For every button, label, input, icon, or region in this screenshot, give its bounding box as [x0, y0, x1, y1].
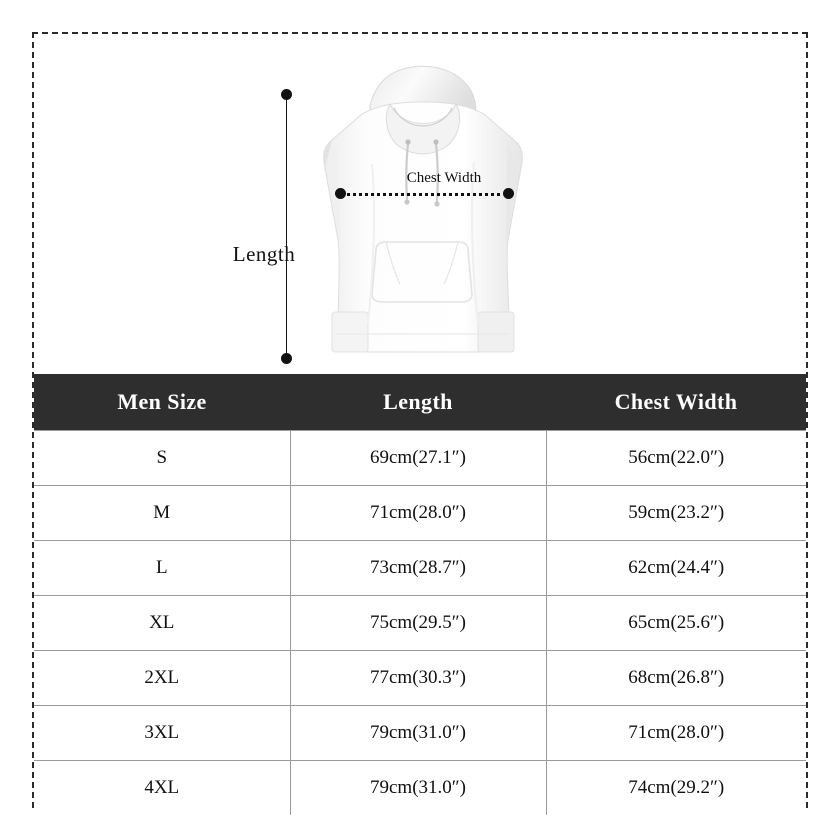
length-endpoint-top-dot — [281, 89, 292, 100]
cell-length: 71cm(28.0″) — [290, 486, 546, 541]
column-header-length: Length — [290, 374, 546, 431]
cell-chest: 62cm(24.4″) — [546, 541, 806, 596]
cell-size: L — [34, 541, 290, 596]
cell-length: 69cm(27.1″) — [290, 431, 546, 486]
cell-chest: 56cm(22.0″) — [546, 431, 806, 486]
cell-chest: 68cm(26.8″) — [546, 651, 806, 706]
cell-size: 2XL — [34, 651, 290, 706]
table-row — [34, 596, 806, 651]
cell-chest: 59cm(23.2″) — [546, 486, 806, 541]
cell-length: 77cm(30.3″) — [290, 651, 546, 706]
cell-length: 79cm(31.0″) — [290, 761, 546, 816]
table-row — [34, 651, 806, 706]
table-row — [34, 761, 806, 816]
cell-size: M — [34, 486, 290, 541]
column-header-chest-width: Chest Width — [546, 374, 806, 431]
cell-size: 3XL — [34, 706, 290, 761]
cell-chest: 71cm(28.0″) — [546, 706, 806, 761]
table-header-row — [34, 374, 806, 431]
cell-chest: 74cm(29.2″) — [546, 761, 806, 816]
column-header-size: Men Size — [34, 374, 290, 431]
size-table — [34, 374, 806, 815]
table-row — [34, 431, 806, 486]
length-measure-line — [286, 94, 287, 359]
table-row — [34, 486, 806, 541]
table-row — [34, 541, 806, 596]
length-label: Length — [232, 242, 296, 266]
measurement-diagram — [34, 34, 806, 374]
table-row — [34, 706, 806, 761]
length-endpoint-bottom-dot — [281, 353, 292, 364]
chest-width-label: Chest Width — [406, 170, 482, 186]
cell-size: S — [34, 431, 290, 486]
cell-chest: 65cm(25.6″) — [546, 596, 806, 651]
hoodie-illustration — [302, 44, 542, 364]
cell-size: 4XL — [34, 761, 290, 816]
chest-endpoint-left-dot — [335, 188, 346, 199]
cell-size: XL — [34, 596, 290, 651]
chest-measure-line — [340, 193, 508, 196]
chest-endpoint-right-dot — [503, 188, 514, 199]
cell-length: 79cm(31.0″) — [290, 706, 546, 761]
cell-length: 75cm(29.5″) — [290, 596, 546, 651]
cell-length: 73cm(28.7″) — [290, 541, 546, 596]
